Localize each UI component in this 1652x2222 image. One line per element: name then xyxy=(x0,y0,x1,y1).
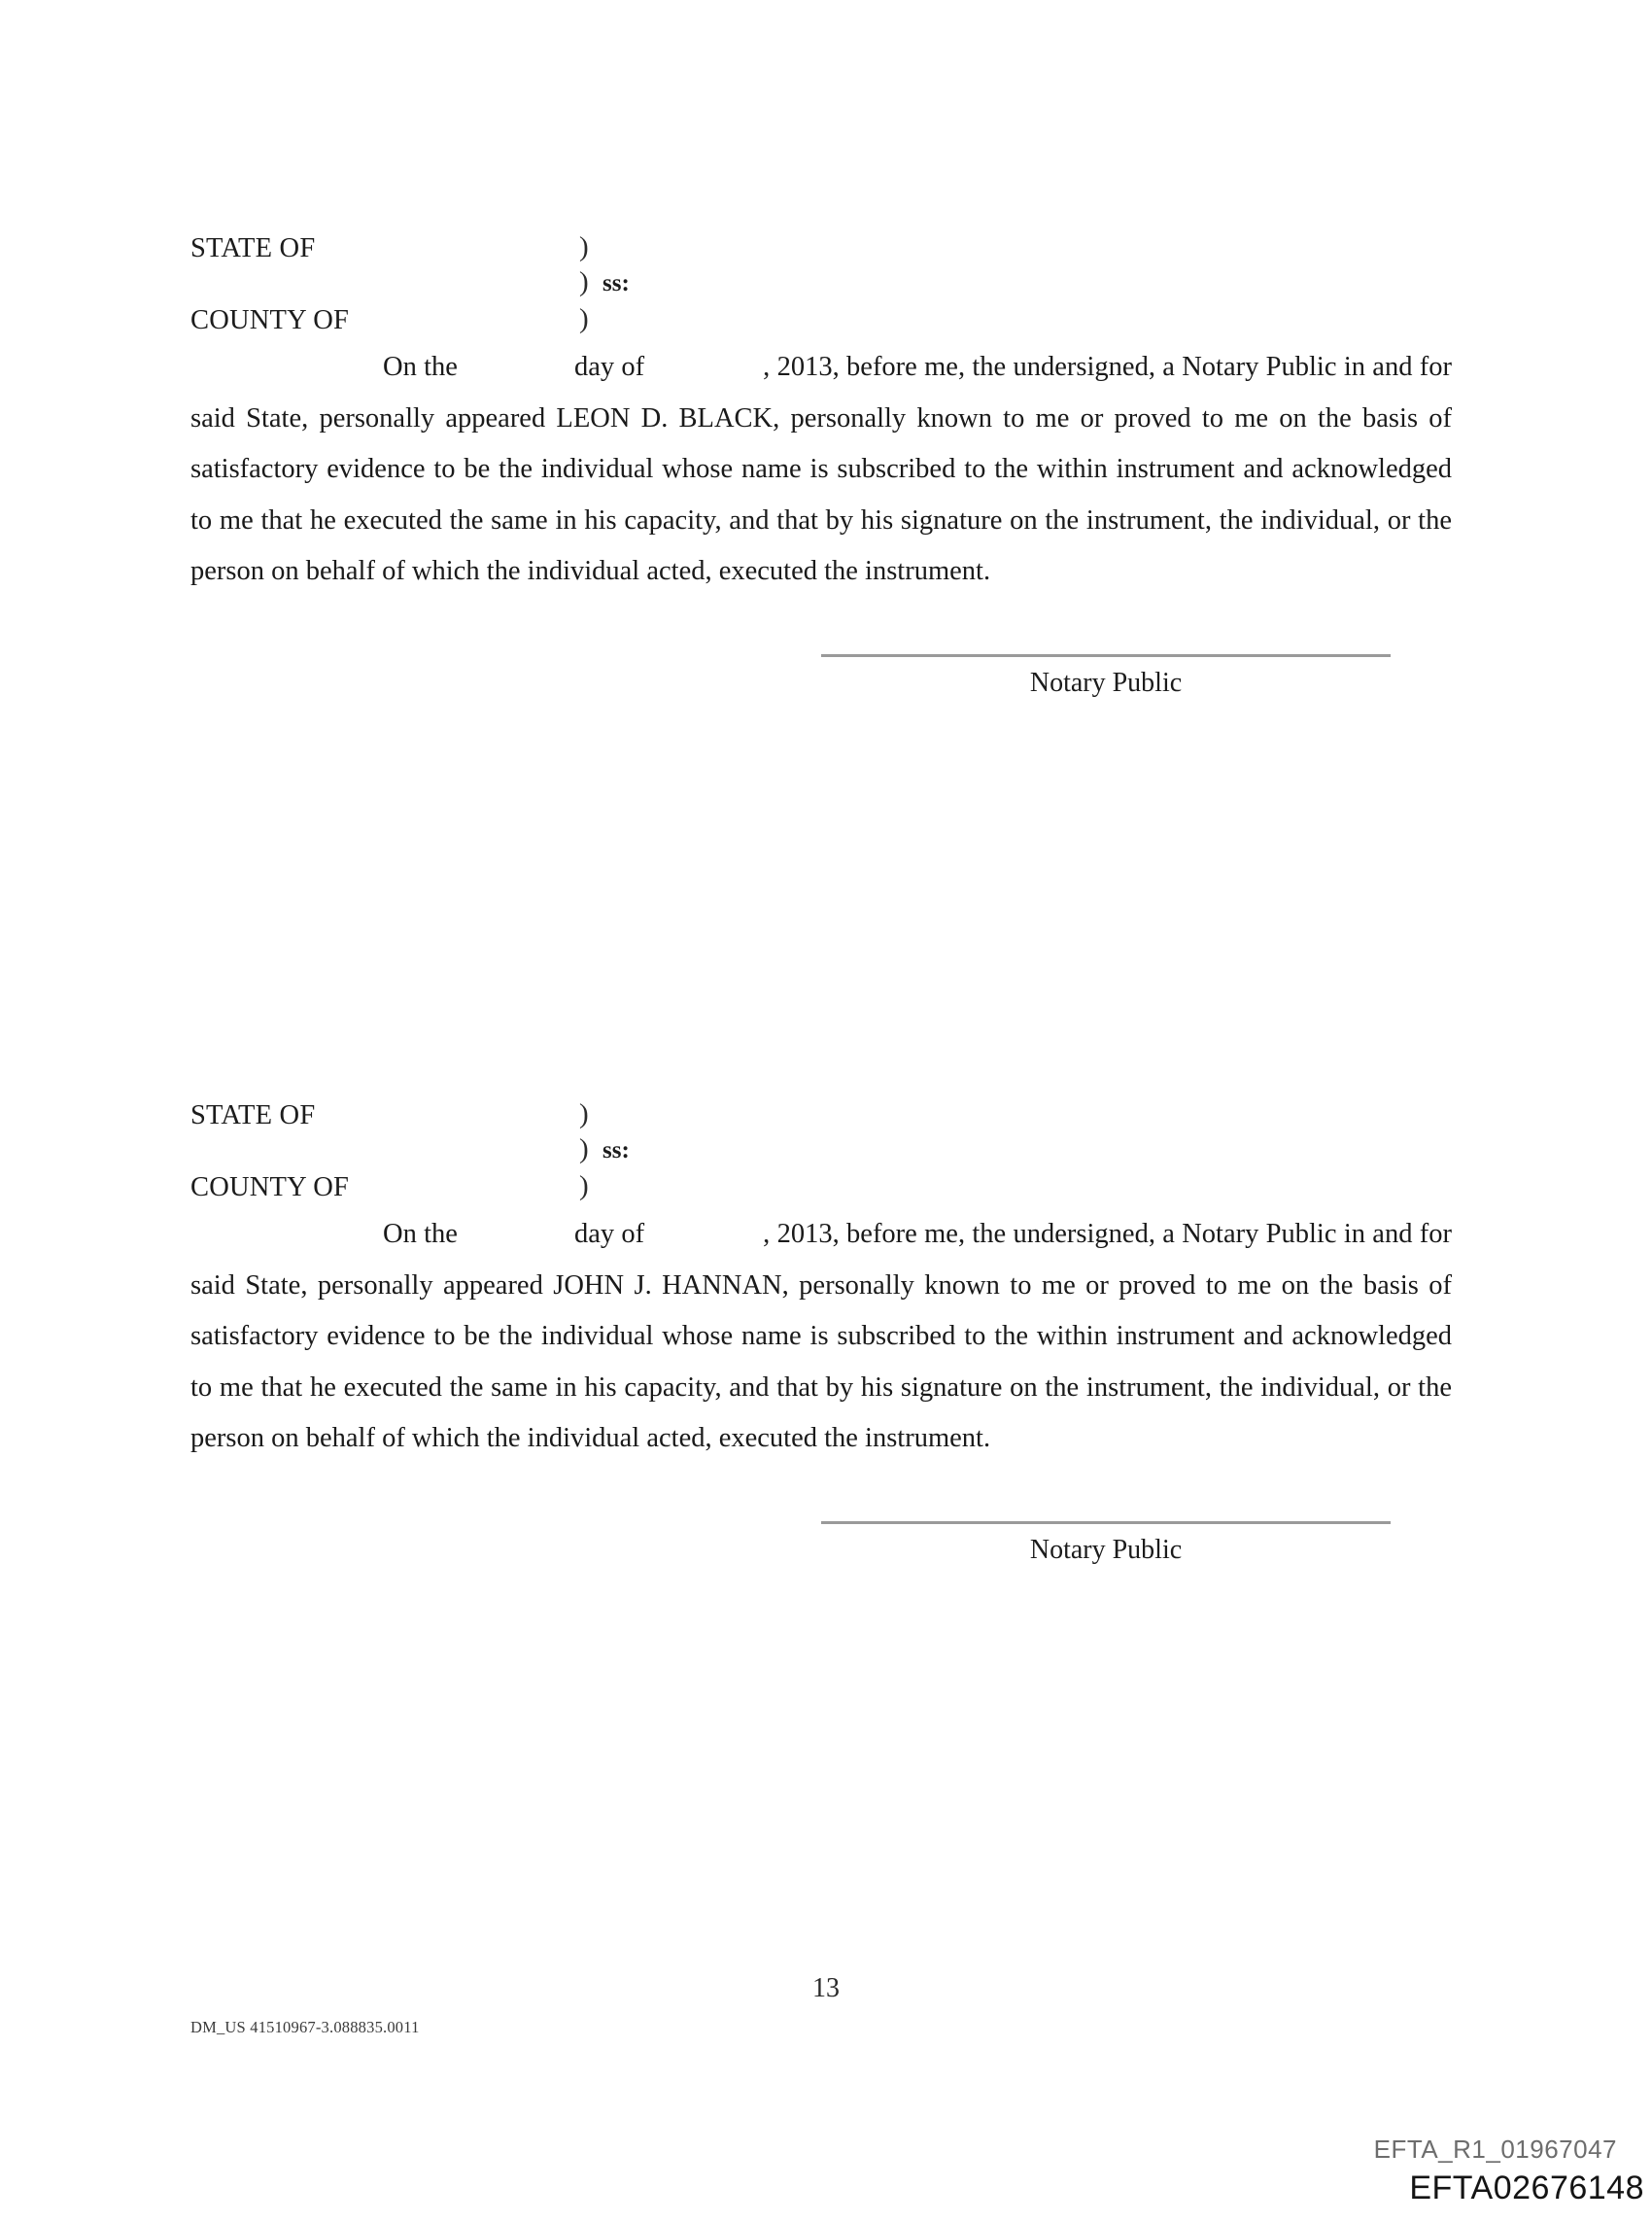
page-number: 13 xyxy=(812,1973,840,2003)
notary-signature-line xyxy=(821,1521,1391,1524)
state-of-label: STATE OF xyxy=(190,233,316,263)
bates-number-primary: EFTA_R1_01967047 xyxy=(1373,2135,1617,2164)
notary-block-2 xyxy=(190,1100,1454,1628)
notary-public-caption: Notary Public xyxy=(1029,1534,1183,1565)
county-of-label: COUNTY OF xyxy=(190,1172,350,1202)
venue-paren-bottom: ) xyxy=(579,1170,589,1201)
year-and-preamble-text: , 2013, before me, the undersigned, a Notary Public xyxy=(763,1219,1337,1249)
on-the-text: On the xyxy=(383,1219,458,1249)
year-and-preamble-text: , 2013, before me, the undersigned, a Notary Public xyxy=(763,352,1337,382)
venue-paren-top: ) xyxy=(579,231,589,262)
signature-area-2 xyxy=(190,1521,1454,1628)
venue-ss-label: ss: xyxy=(602,270,630,296)
venue-header-1 xyxy=(190,233,1454,342)
acknowledgment-paragraph-2 xyxy=(190,1209,1452,1465)
county-of-label: COUNTY OF xyxy=(190,305,350,335)
venue-paren-top: ) xyxy=(579,1098,589,1129)
signature-area-1 xyxy=(190,654,1454,761)
notary-public-caption: Notary Public xyxy=(1029,667,1183,698)
venue-paren-middle: ) xyxy=(579,266,589,297)
on-the-text: On the xyxy=(383,352,458,382)
notary-block-1 xyxy=(190,233,1454,761)
day-of-text: day of xyxy=(573,352,645,382)
venue-paren-bottom: ) xyxy=(579,303,589,334)
acknowledgment-body-text: in and for said State, personally appeared LEON D. BLACK, personally known to me or proved to me on the basis of satisfactory evidence to be the individual whose name is subscribed to the within instrument and acknowledged to me that he executed the same in his capacity, and that by his signature on the instrument, the individual, or the person on behalf of which the individual acted, executed the instrument. xyxy=(190,352,1453,586)
document-reference-id: DM_US 41510967-3.088835.0011 xyxy=(190,2018,420,2036)
venue-header-2 xyxy=(190,1100,1454,1209)
venue-ss-label: ss: xyxy=(602,1137,630,1163)
venue-paren-middle: ) xyxy=(579,1133,589,1164)
acknowledgment-body-text: in and for said State, personally appeared JOHN J. HANNAN, personally known to me or proved to me on the basis of satisfactory evidence to be the individual whose name is subscribed to the within instrument and acknowledged to me that he executed the same in his capacity, and that by his signature on the instrument, the individual, or the person on behalf of which the individual acted, executed the instrument. xyxy=(190,1219,1453,1453)
acknowledgment-paragraph-1 xyxy=(190,342,1452,598)
bates-number-secondary: EFTA02676148 xyxy=(1409,2170,1644,2206)
notary-signature-line xyxy=(821,654,1391,657)
state-of-label: STATE OF xyxy=(190,1100,316,1130)
day-of-text: day of xyxy=(573,1219,645,1249)
